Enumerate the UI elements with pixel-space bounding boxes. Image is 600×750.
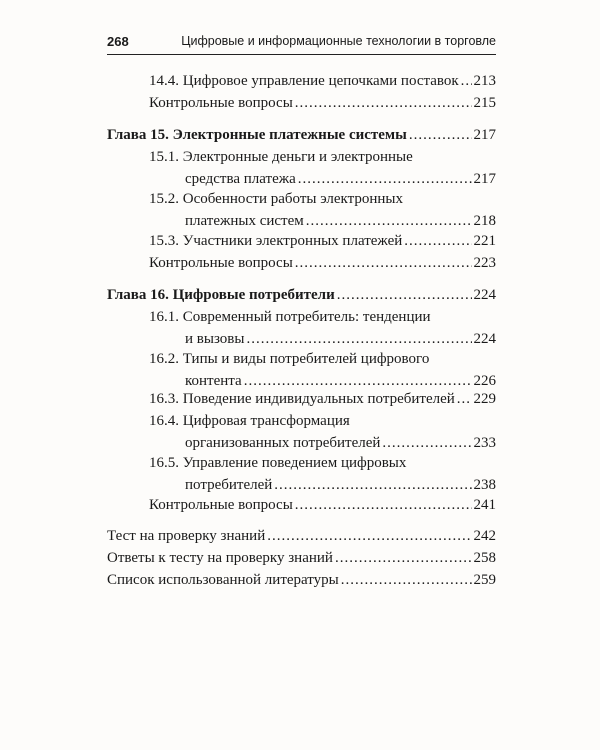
toc-entry-text: Контрольные вопросы [149, 95, 293, 111]
toc-page-number: 221 [473, 233, 496, 249]
toc-page-number: 226 [473, 373, 496, 389]
leader-dots [295, 252, 472, 274]
page-number: 268 [107, 34, 129, 49]
toc-page-number: 259 [473, 572, 496, 588]
leader-dots [341, 569, 472, 591]
toc-entry-review-questions-16 [149, 494, 496, 516]
toc-page-number: 223 [473, 255, 496, 271]
toc-entry-text: Тест на проверку знаний [107, 528, 266, 544]
leader-dots [335, 547, 472, 569]
toc-entry-test-answers [107, 547, 496, 569]
leader-dots [409, 124, 472, 146]
toc-entry-text-cont: средства платежа [185, 171, 296, 187]
toc-chapter-title: Глава 15. Электронные платежные системы [107, 127, 407, 143]
toc-page-number: 213 [473, 73, 496, 89]
toc-chapter-title: Глава 16. Цифровые потребители [107, 287, 335, 303]
toc-page-number: 217 [473, 127, 496, 143]
leader-dots [295, 92, 472, 114]
toc-entry-16-2 [149, 348, 496, 392]
toc-page-number: 224 [473, 331, 496, 347]
toc-entry-text: 14.4. Цифровое управление цепочками поставок [149, 73, 459, 89]
toc-entry-knowledge-test [107, 525, 496, 547]
toc-entry-text: 15.1. Электронные деньги и электронные [149, 149, 413, 165]
toc-entry-16-5 [149, 452, 496, 496]
toc-page-number: 218 [473, 213, 496, 229]
leader-dots [274, 474, 471, 496]
toc-entry-references [107, 569, 496, 591]
leader-dots [246, 328, 471, 350]
leader-dots [306, 210, 472, 232]
toc-page-number: 242 [473, 528, 496, 544]
toc-entry-text-cont: контента [185, 373, 242, 389]
toc-entry-text-cont: платежных систем [185, 213, 304, 229]
toc-page-number: 224 [473, 287, 496, 303]
toc-entry-15-2 [149, 188, 496, 232]
toc-page-number: 241 [473, 497, 496, 513]
toc-entry-text: 16.3. Поведение индивидуальных потребителей [149, 391, 455, 407]
leader-dots [298, 168, 472, 190]
toc-page-number: 217 [473, 171, 496, 187]
toc-entry-text: 15.2. Особенности работы электронных [149, 191, 403, 207]
toc-entry-text: Список использованной литературы [107, 572, 339, 588]
toc-entry-review-questions-14 [149, 92, 496, 114]
toc-entry-text: 16.5. Управление поведением цифровых [149, 455, 407, 471]
leader-dots [337, 284, 472, 306]
leader-dots [267, 525, 471, 547]
toc-entry-text: Ответы к тесту на проверку знаний [107, 550, 333, 566]
toc-entry-16-1 [149, 306, 496, 350]
toc-entry-text: 16.1. Современный потребитель: тенденции [149, 309, 431, 325]
toc-chapter-16 [107, 284, 496, 306]
toc-entry-text: 16.4. Цифровая трансформация [149, 413, 350, 429]
leader-dots [461, 70, 472, 92]
toc-entry-review-questions-15 [149, 252, 496, 274]
toc-page-number: 238 [473, 477, 496, 493]
toc-entry-text: Контрольные вопросы [149, 255, 293, 271]
toc-page-number: 258 [473, 550, 496, 566]
toc-entry-text-cont: и вызовы [185, 331, 245, 347]
toc-entry-16-4 [149, 410, 496, 454]
toc-page-number: 233 [473, 435, 496, 451]
toc-entry-text-cont: организованных потребителей [185, 435, 381, 451]
toc-entry-text: 16.2. Типы и виды потребителей цифрового [149, 351, 430, 367]
toc-entry-14-4 [149, 70, 496, 92]
toc-page-number: 229 [473, 391, 496, 407]
toc-chapter-15 [107, 124, 496, 146]
leader-dots [382, 432, 471, 454]
toc-entry-15-3 [149, 230, 496, 252]
leader-dots [457, 388, 472, 410]
leader-dots [295, 494, 472, 516]
toc-entry-15-1 [149, 146, 496, 190]
toc-page-number: 215 [473, 95, 496, 111]
toc-entry-text-cont: потребителей [185, 477, 273, 493]
running-title: Цифровые и информационные технологии в торговле [181, 34, 496, 48]
toc-entry-16-3 [149, 388, 496, 410]
leader-dots [404, 230, 471, 252]
toc-entry-text: Контрольные вопросы [149, 497, 293, 513]
toc-entry-text: 15.3. Участники электронных платежей [149, 233, 403, 249]
